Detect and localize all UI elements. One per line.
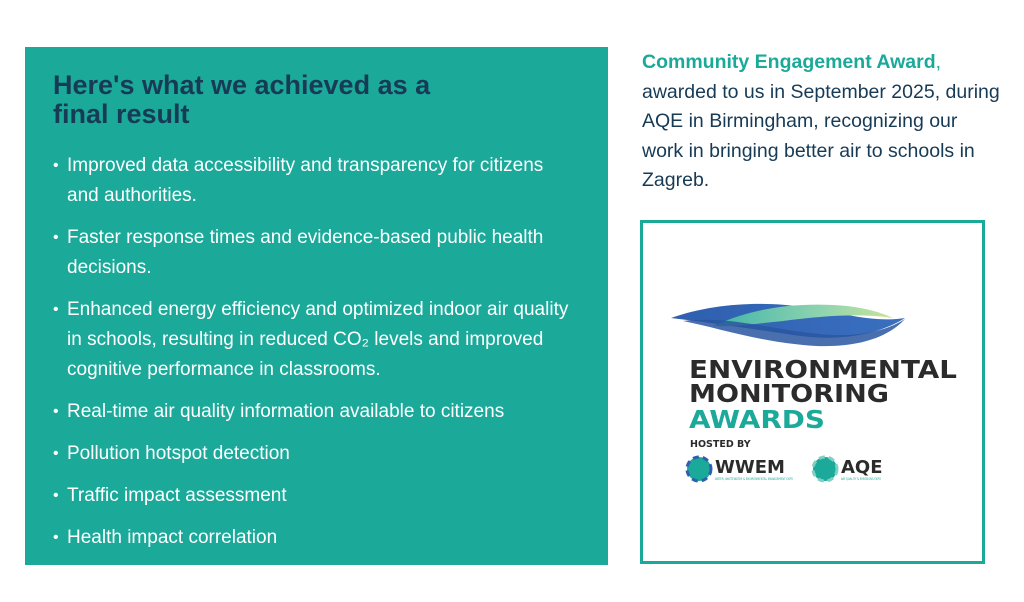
results-panel [25,47,608,565]
logo-line2: MONITORING [689,379,889,408]
list-item: • Faster response times and evidence-based public health decisions. [53,223,580,283]
award-details: awarded to us in September 2025, during AQE in Birmingham, recognizing our work in bringing better air to schools in Zagreb. [642,80,1000,191]
results-title: Here's what we achieved as a final result [53,70,431,129]
aqe-label: AQE [841,457,883,478]
bullet-icon: • [53,403,59,420]
list-item: • Enhanced energy efficiency and optimized indoor air quality in schools, resulting in reduced CO₂ levels and improved cognitive performance in classrooms. [53,295,580,385]
bullet-icon: • [53,445,59,462]
list-item: • Pollution hotspot detection [53,439,580,469]
list-item: • Traffic impact assessment [53,481,580,511]
award-logo-box [640,220,985,564]
list-item: • Health impact correlation [53,523,580,553]
results-list [53,151,580,553]
bullet-icon: • [53,529,59,546]
list-item: • Improved data accessibility and transparency for citizens and authorities. [53,151,580,211]
hosted-by-label: HOSTED BY [690,439,751,450]
award-name: Community Engagement Award [642,51,936,73]
environmental-monitoring-awards-logo [643,223,982,561]
aqe-subtitle: AIR QUALITY & EMISSIONS EXPO [841,477,882,481]
bullet-icon: • [53,487,59,504]
bullet-icon: • [53,157,59,174]
wwem-label: WWEM [715,457,785,478]
logo-line1: ENVIRONMENTAL [689,355,958,384]
wwem-subtitle: WATER, WASTEWATER & ENVIRONMENTAL MANAGEMENT EXPO [715,477,794,481]
list-item: • Real-time air quality information available to citizens [53,397,580,427]
logo-line3: AWARDS [689,405,825,434]
award-description: Community Engagement Award, awarded to us in September 2025, during AQE in Birmingham, recognizing our work in bringing better air to schools in Zagreb. [642,51,1000,191]
bullet-icon: • [53,301,59,318]
bullet-icon: • [53,229,59,246]
